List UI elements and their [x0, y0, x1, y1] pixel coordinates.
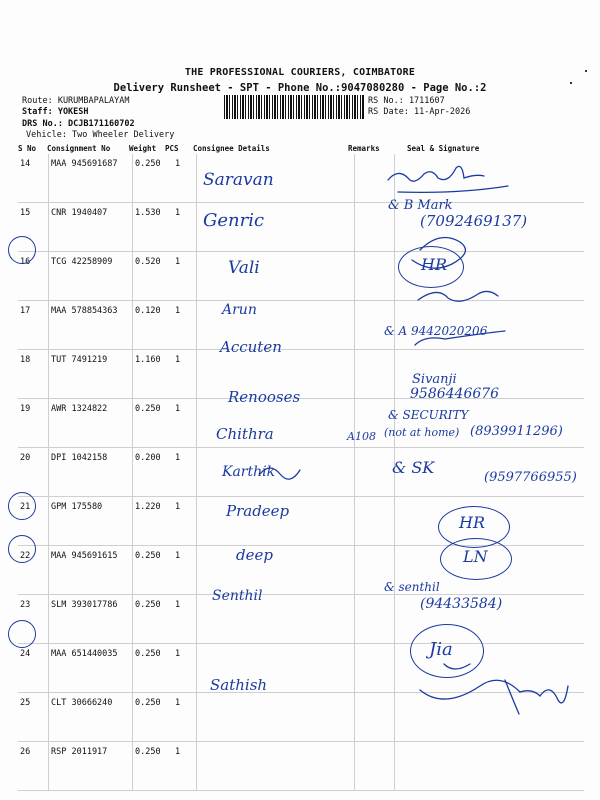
hw-r15-phone: (7092469137) — [420, 212, 528, 230]
hw-r26-name: Sathish — [210, 676, 268, 694]
col-remarks: Remarks — [348, 144, 380, 153]
staff-label: Staff: YOKESH — [22, 107, 89, 117]
cell-sno: 20 — [18, 448, 49, 497]
hw-r17-name: Arun — [222, 302, 257, 318]
cell-sno: 22 — [18, 546, 49, 595]
hw-r20-note: (not at home) — [384, 426, 460, 439]
cell-sno: 14 — [18, 154, 49, 203]
cell-pcs: 1 — [174, 154, 197, 203]
hw-r19-name: Renooses — [228, 388, 301, 406]
hw-r24-sig: & senthil — [384, 580, 440, 594]
cell-pcs: 1 — [174, 742, 197, 791]
hw-r18-name: Accuten — [220, 338, 282, 356]
cell-pcs: 1 — [174, 693, 197, 742]
runsheet-title: Delivery Runsheet - SPT - Phone No.:9047080280 - Page No.:2 — [113, 82, 487, 94]
cell-consignment: MAA 945691687 — [49, 154, 133, 203]
cell-weight: 1.160 — [133, 350, 175, 399]
cell-sno: 26 — [18, 742, 49, 791]
sno-circle-23 — [8, 535, 36, 563]
cell-weight: 0.250 — [133, 546, 175, 595]
sno-circle-16 — [8, 236, 36, 264]
cell-consignment: RSP 2011917 — [49, 742, 133, 791]
cell-weight: 0.250 — [133, 644, 175, 693]
hw-r24-phone: (94433584) — [420, 596, 503, 612]
cell-sno: 23 — [18, 595, 49, 644]
cell-sno: 15 — [18, 203, 49, 252]
hw-r14-name: Saravan — [203, 170, 274, 190]
cell-pcs: 1 — [174, 644, 197, 693]
hw-r21-sig: & SK — [392, 458, 435, 477]
stamp-r23-text: LN — [463, 547, 488, 566]
cell-weight: 0.250 — [133, 693, 175, 742]
cell-pcs: 1 — [174, 350, 197, 399]
hw-r15-sig: & B Mark — [388, 198, 453, 213]
cell-sno: 17 — [18, 301, 49, 350]
hw-r21-name: Karthik — [222, 464, 276, 480]
cell-consignment: MAA 578854363 — [49, 301, 133, 350]
cell-consignment: GPM 175580 — [49, 497, 133, 546]
drs-label: DRS No.: DCJB171160702 — [22, 119, 135, 129]
stamp-r16 — [398, 246, 464, 288]
cell-weight: 0.250 — [133, 154, 175, 203]
hw-r24-name: Senthil — [212, 588, 263, 604]
cell-pcs: 1 — [174, 595, 197, 644]
col-consignment: Consignment No — [47, 144, 111, 153]
cell-sno: 18 — [18, 350, 49, 399]
stamp-r25-text: Jia — [429, 639, 453, 660]
col-consignee: Consignee Details — [193, 144, 270, 153]
vehicle-label: Vehicle: Two Wheeler Delivery — [26, 130, 175, 140]
cell-consignment: TCG 42258909 — [49, 252, 133, 301]
hw-r20-phone: (8939911296) — [470, 424, 563, 439]
hw-r21-phone: (9597766955) — [484, 470, 577, 485]
col-sno: S No — [18, 144, 37, 153]
cell-consignment: MAA 651440035 — [49, 644, 133, 693]
cell-weight: 1.220 — [133, 497, 175, 546]
cell-consignment: DPI 1042158 — [49, 448, 133, 497]
cell-weight: 0.120 — [133, 301, 175, 350]
cell-pcs: 1 — [174, 546, 197, 595]
cell-sno: 19 — [18, 399, 49, 448]
cell-pcs: 1 — [174, 203, 197, 252]
hw-r20-sig: & SECURITY — [388, 408, 469, 422]
cell-consignment: TUT 7491219 — [49, 350, 133, 399]
hw-r15-name: Genric — [203, 210, 265, 231]
stamp-r25 — [410, 624, 484, 678]
cell-weight: 0.250 — [133, 742, 175, 791]
hw-r20-remark: A108 — [347, 430, 376, 443]
hw-r16-name: Vali — [228, 258, 260, 278]
cell-consignment: AWR 1324822 — [49, 399, 133, 448]
cell-weight: 0.200 — [133, 448, 175, 497]
cell-sno: 16 — [18, 252, 49, 301]
route-label: Route: KURUMBAPALAYAM — [22, 96, 130, 106]
cell-sno: 21 — [18, 497, 49, 546]
cell-sno: 24 — [18, 644, 49, 693]
rs-date: RS Date: 11-Apr-2026 — [368, 107, 471, 117]
cell-consignment: CNR 1940407 — [49, 203, 133, 252]
hw-r23-name: deep — [236, 546, 273, 564]
cell-pcs: 1 — [174, 448, 197, 497]
cell-pcs: 1 — [174, 252, 197, 301]
cell-weight: 0.250 — [133, 399, 175, 448]
hw-r18-sig: & A 9442020206 — [384, 324, 488, 338]
col-pcs: PCS — [165, 144, 179, 153]
sno-circle-25 — [8, 620, 36, 648]
hw-r20-name: Chithra — [216, 425, 274, 443]
cell-pcs: 1 — [174, 399, 197, 448]
cell-pcs: 1 — [174, 497, 197, 546]
stamp-r22-text: HR — [459, 513, 485, 532]
ink-dot — [585, 70, 587, 72]
company-title: THE PROFESSIONAL COURIERS, COIMBATORE — [184, 67, 416, 78]
ink-dot — [570, 82, 572, 84]
sno-circle-22 — [8, 492, 36, 520]
cell-consignment: CLT 30666240 — [49, 693, 133, 742]
hw-r22-name: Pradeep — [226, 502, 290, 520]
cell-pcs: 1 — [174, 301, 197, 350]
stamp-r23 — [440, 538, 512, 580]
hw-r19-phone: 9586446676 — [410, 386, 500, 402]
col-seal: Seal & Signature — [407, 144, 480, 153]
hw-r19-sig: Sivanji — [412, 372, 457, 387]
rs-number: RS No.: 1711607 — [368, 96, 445, 106]
cell-weight: 1.530 — [133, 203, 175, 252]
cell-consignment: SLM 393017786 — [49, 595, 133, 644]
stamp-r16-text: HR — [421, 255, 447, 274]
cell-weight: 0.520 — [133, 252, 175, 301]
col-weight: Weight — [129, 144, 157, 153]
cell-weight: 0.250 — [133, 595, 175, 644]
cell-consignment: MAA 945691615 — [49, 546, 133, 595]
cell-sno: 25 — [18, 693, 49, 742]
